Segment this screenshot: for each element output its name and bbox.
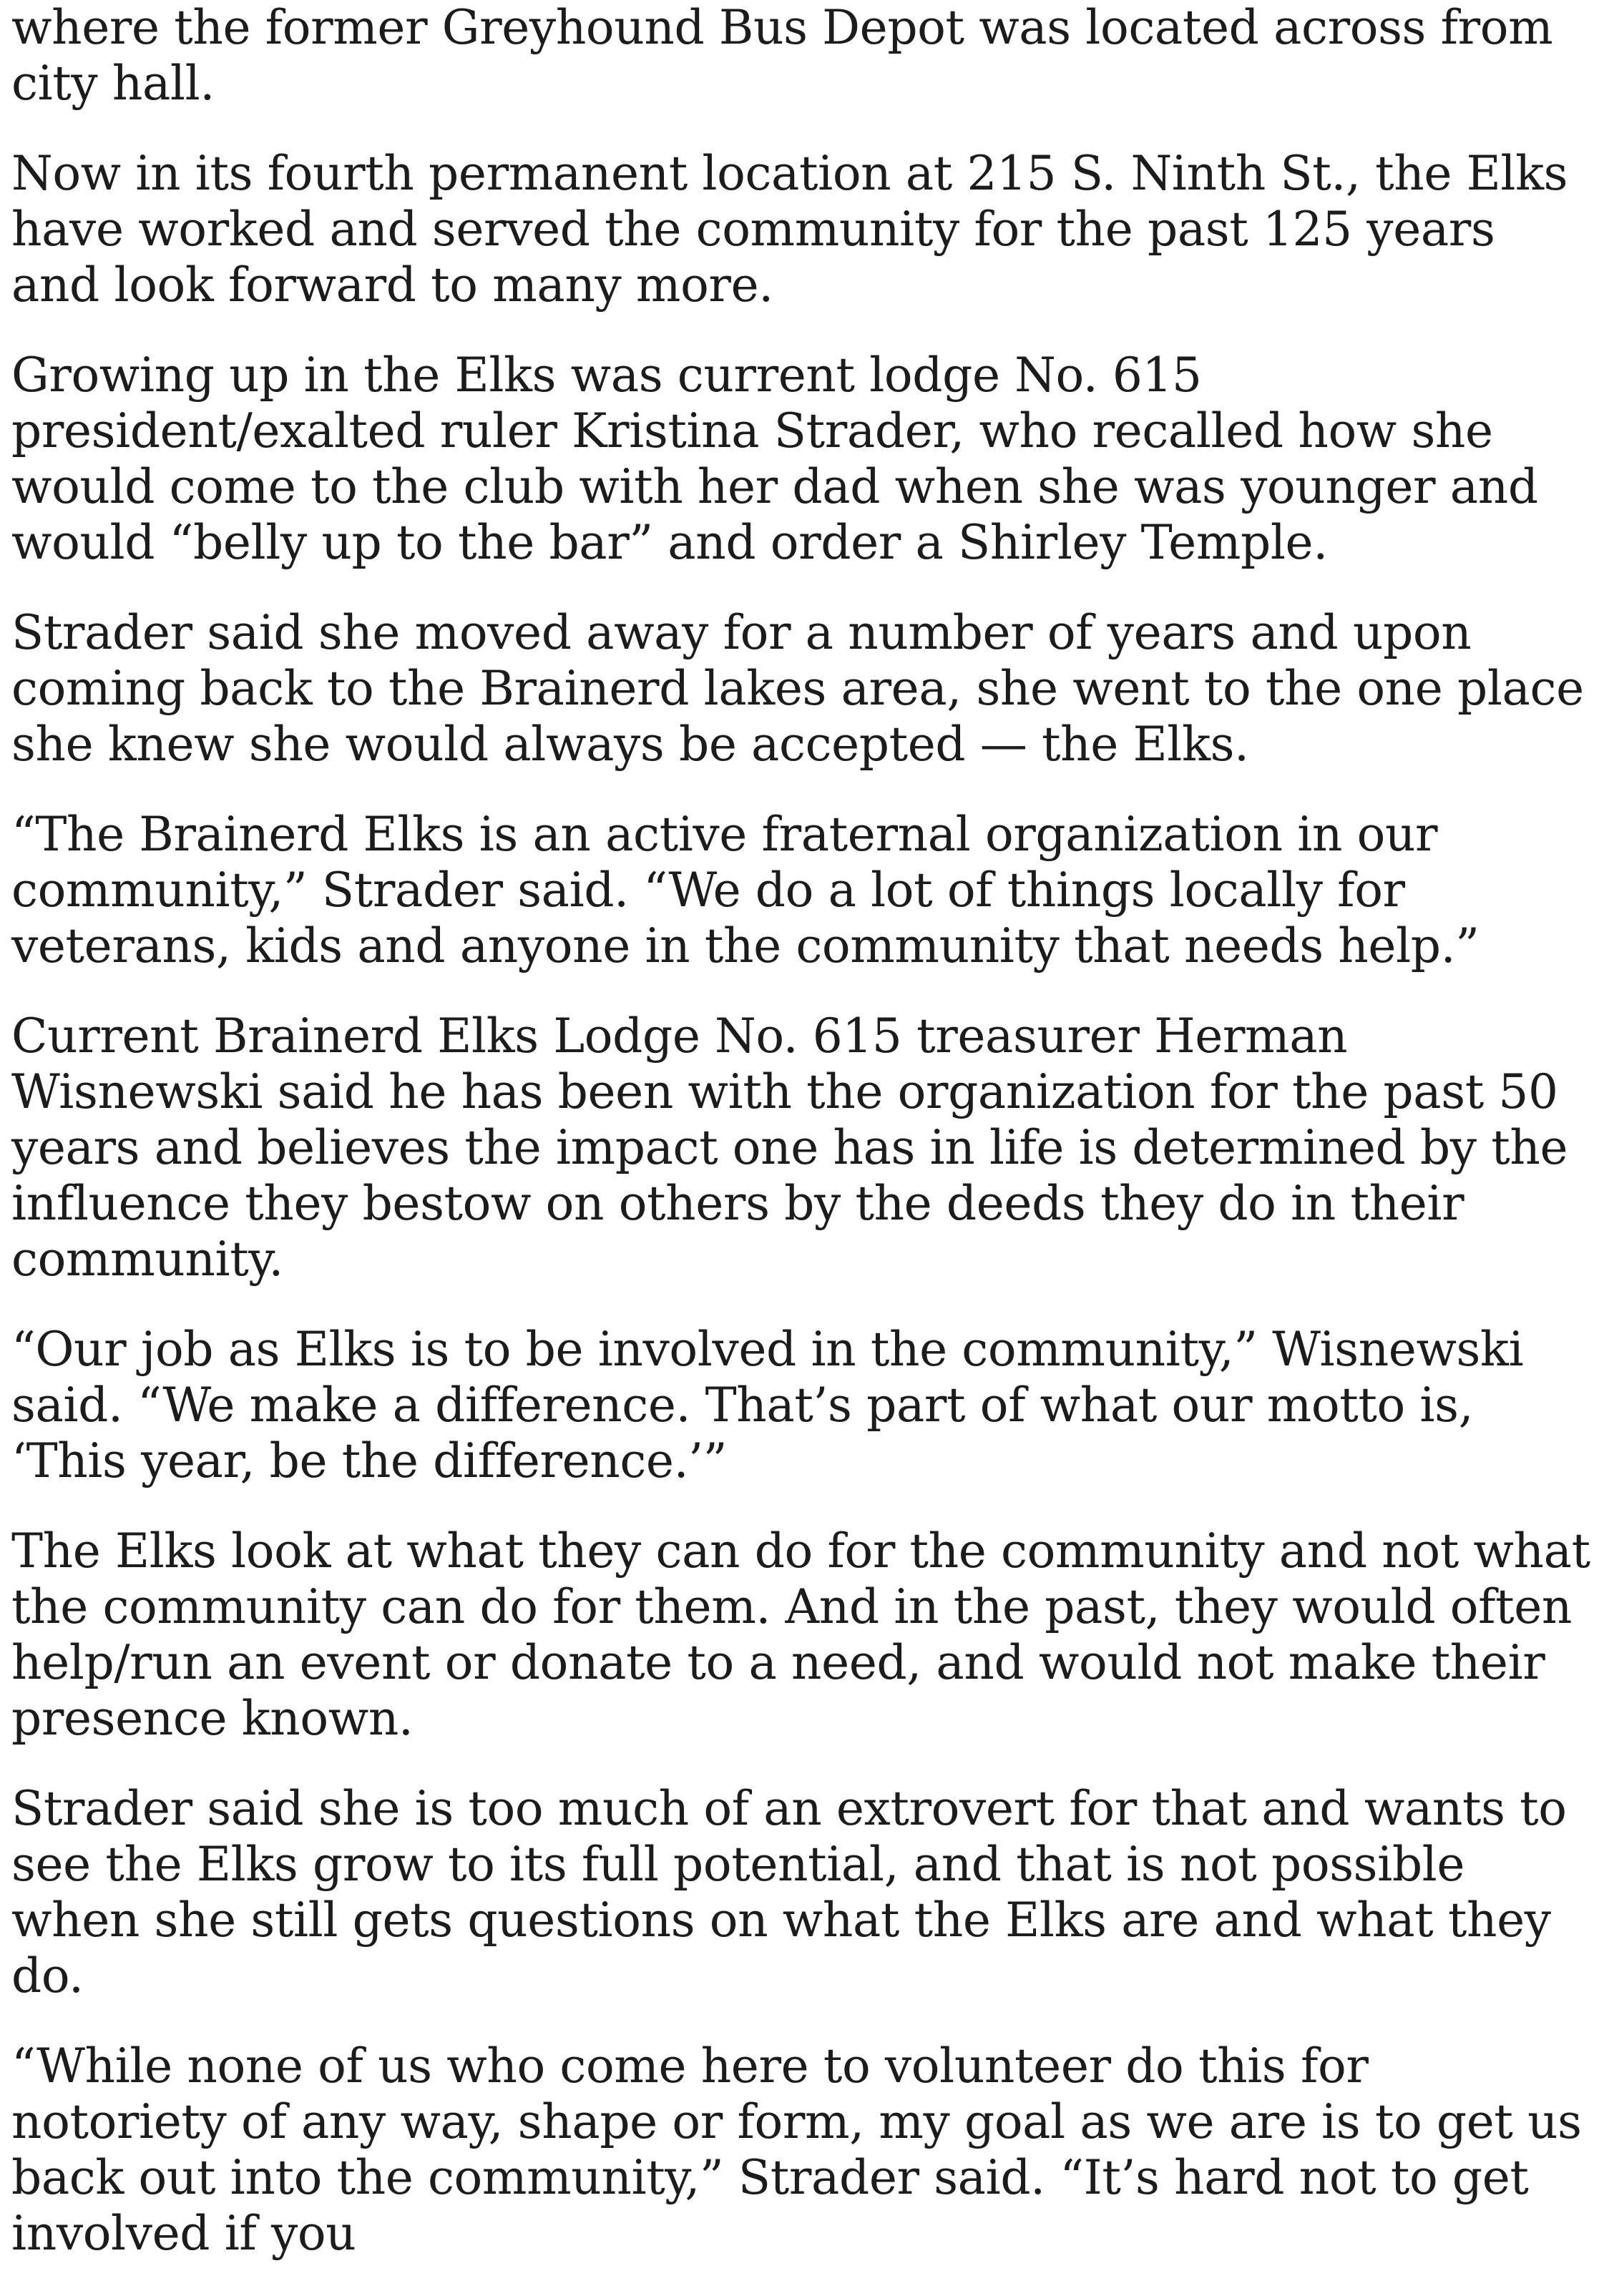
paragraph-community-focus: The Elks look at what they can do for the community and not what the community can do for them. And in the past, they would often help/run an event or donate to a need, and would not make their presence known. [11, 1524, 1590, 1746]
paragraph-growing-up: Growing up in the Elks was current lodge No. 615 president/exalted ruler Kristina Strader, who recalled how she would come to the club with her dad when she was younger and would “belly up to the bar” and order a Shirley Temple. [11, 348, 1538, 570]
paragraph-greyhound-depot: where the former Greyhound Bus Depot was located across from city hall. [11, 0, 1553, 111]
paragraph-current-location: Now in its fourth permanent location at 215 S. Ninth St., the Elks have worked and served the community for the past 125 years and look forward to many more. [11, 146, 1568, 313]
article-body [11, 0, 1594, 2296]
paragraph-wisnewski-treasurer: Current Brainerd Elks Lodge No. 615 treasurer Herman Wisnewski said he has been with the organization for the past 50 years and believes the impact one has in life is determined by the influence they bestow on others by the deeds they do in their community. [11, 1009, 1568, 1287]
paragraph-strader-quote-fraternal: “The Brainerd Elks is an active fraternal organization in our community,” Strader said. “We do a lot of things locally for veterans, kids and anyone in the community that needs help.” [11, 807, 1480, 973]
paragraph-wisnewski-quote: “Our job as Elks is to be involved in the community,” Wisnewski said. “We make a difference. That’s part of what our motto is, ‘This year, be the difference.’” [11, 1322, 1524, 1488]
paragraph-moved-away: Strader said she moved away for a number of years and upon coming back to the Brainerd lakes area, she went to the one place she knew she would always be accepted — the Elks. [11, 605, 1584, 772]
paragraph-strader-quote-notoriety: “While none of us who come here to volunteer do this for notoriety of any way, shape or form, my goal as we are is to get us back out into the community,” Strader said. “It’s hard not to get involved if you [11, 2039, 1582, 2261]
paragraph-extrovert: Strader said she is too much of an extrovert for that and wants to see the Elks grow to its full potential, and that is not possible when she still gets questions on what the Elks are and what they do. [11, 1781, 1567, 2003]
